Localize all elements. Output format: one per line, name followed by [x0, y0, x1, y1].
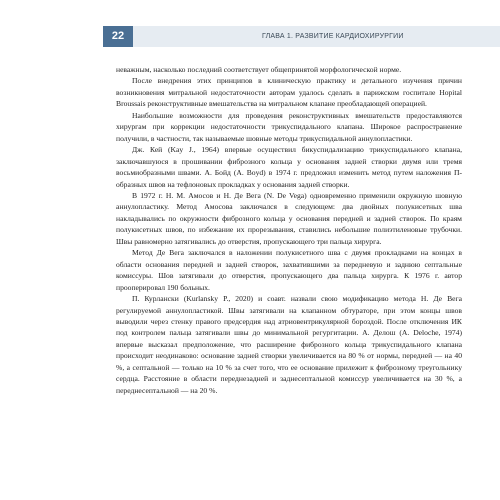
- body-text: [116, 64, 462, 396]
- paragraph: Дж. Кей (Kay J., 1964) впервые осуществил бикуспидализацию трикуспидального клапана, заключавшуюся в прошивании фиброзного кольца у основания задней створки двумя или тремя восьмиобразными швами. А. Бойд (A. Boyd) в 1974 г. предложил изменить метод путем наложения П-образных швов на тефлоновых прокладках у основания задней створки.: [116, 145, 462, 189]
- paragraph: П. Курлански (Kurlansky P., 2020) и соавт. назвали свою модификацию метода Н. Де Вега регулируемой аннулопластикой. Швы затягивали на клапанном обтураторе, при этом концы швов выводили через стенку правого предсердия над атриовентрикулярной бороздой. После отключения ИК под контролем пальца затягивали швы до минимальной регургитации. А. Делош (A. Deloche, 1974) впервые высказал предположение, что расширение фиброзного кольца трикуспидального клапана происходит неодинаково: основание задней створки увеличивается на 80 % от нормы, передней — на 40 %, а септальной — только на 10 % за счет того, что ее основание прилежит к фиброзному треугольнику сердца. Расстояние в области переднезадней и заднесептальной комиссур увеличивается на 30 %, а переднесептальной — на 20 %.: [116, 294, 462, 395]
- chapter-title: ГЛАВА 1. РАЗВИТИЕ КАРДИОХИРУРГИИ: [262, 33, 404, 40]
- paragraph: В 1972 г. Н. М. Амосов и Н. Де Вега (N. De Vega) одновременно применили окружную шовную аннулопластику. Метод Амосова заключался в следующем: два двойных полукисетных шва накладывались по окружности фиброзного кольца у основания передней и задней створок. По краям полукисетных швов, по избежание их прорезывания, ставились небольшие полиэтиленовые трубочки. Швы равномерно затягивались до отверстия, пропускающего три пальца хирурга.: [116, 190, 462, 246]
- page-number: 22: [103, 26, 133, 47]
- paragraph-continuation: неважным, насколько последний соответствует общепринятой морфологической норме.: [116, 65, 402, 74]
- paragraph: Наибольшие возможности для проведения реконструктивных вмешательств предоставляются хирургам при коррекции недостаточности трикуспидального клапана. Широкое распространение получили, в частности, так называемые шовные методы трикуспидальной аннулопластики.: [116, 110, 462, 143]
- paragraph: После внедрения этих принципов в клиническую практику и детального изучения причин возникновения митральной недостаточности авторам удалось сделать в парижском госпитале Hopital Broussais реконструктивные вмешательства на митральном клапане преобладающей операцией.: [116, 76, 462, 109]
- paragraph: Метод Де Вега заключался в наложении полукисетного шва с двумя прокладками на концах в области основания передней и задней створок, захватившими за передневую и заднюю септальные комиссуры. Шов затягивали до отверстия, пропускающего два пальца хирурга. К 1976 г. автор прооперировал 190 больных.: [116, 248, 462, 292]
